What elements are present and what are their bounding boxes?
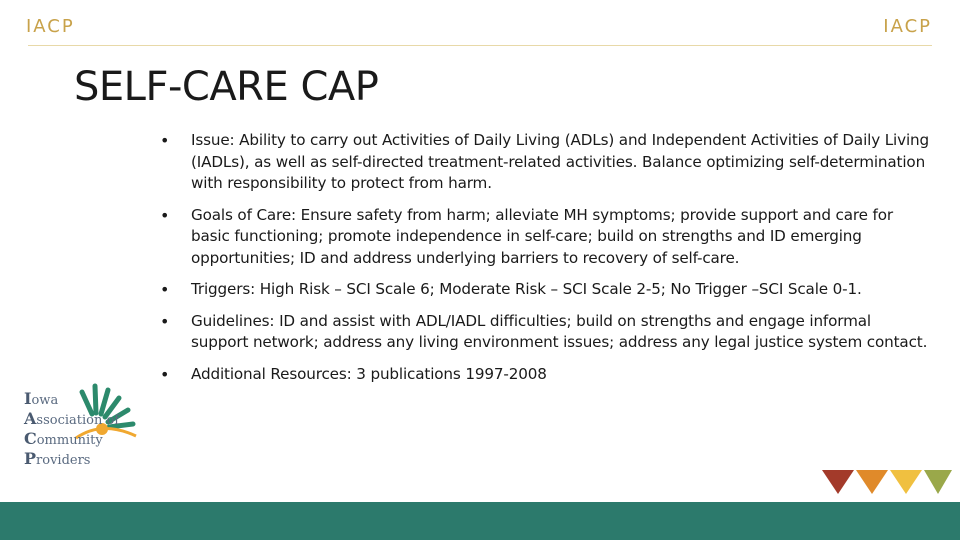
bullet-dot-icon: • [160, 205, 170, 225]
bullet-list [160, 130, 930, 385]
logo-line-2: ssociation of [36, 413, 120, 428]
bullet-goals [160, 205, 930, 270]
logo-cap-c: C [24, 429, 37, 448]
triangle-red-icon [822, 470, 854, 494]
bullet-text: Issue: Ability to carry out Activities of Daily Living (ADLs) and Independent Activities of Daily Living (IADLs), as well as self-directed treatment-related activities. Balance optimizing self-determination with responsibility to protect from harm. [191, 131, 929, 192]
triangle-yellow-icon [890, 470, 922, 494]
bullet-dot-icon: • [160, 280, 170, 299]
decorative-triangles [822, 470, 952, 496]
bullet-dot-icon: • [160, 131, 170, 150]
bullet-resources [160, 364, 930, 386]
iacp-logo-text [24, 390, 119, 470]
logo-cap-p: P [24, 449, 37, 468]
logo-line-3: ommunity [36, 433, 103, 448]
bullet-text: Guidelines: ID and assist with ADL/IADL difficulties; build on strengths and engage informal support network; address any living environment issues; address any legal justice system contact. [191, 311, 928, 351]
bullet-triggers [160, 279, 930, 301]
header-logo-right: IACP [883, 16, 932, 37]
bullet-dot-icon: • [160, 364, 170, 384]
logo-line-1: owa [31, 393, 59, 408]
header-logo-left: IACP [26, 16, 75, 37]
bullet-text: Triggers: High Risk – SCI Scale 6; Moderate Risk – SCI Scale 2-5; No Trigger –SCI Scale 0-1. [191, 280, 862, 298]
logo-cap-i: I [24, 389, 32, 408]
bullet-text: Goals of Care: Ensure safety from harm; alleviate MH symptoms; provide support and care for basic functioning; promote independence in self-care; build on strengths and ID emerging opportunities; ID and address underlying barriers to recovery of self-care. [191, 205, 893, 267]
logo-line-4: roviders [36, 453, 91, 468]
footer-bar [0, 502, 960, 540]
bullet-text: Additional Resources: 3 publications 1997-2008 [191, 364, 547, 383]
logo-cap-a: A [24, 409, 37, 428]
triangle-green-icon [924, 470, 952, 494]
triangle-orange-icon [856, 470, 888, 494]
bullet-dot-icon: • [160, 311, 170, 331]
slide-title: SELF-CARE CAP [74, 64, 379, 110]
bullet-guidelines [160, 311, 930, 354]
bullet-issue [160, 130, 930, 195]
header-divider [28, 45, 932, 46]
